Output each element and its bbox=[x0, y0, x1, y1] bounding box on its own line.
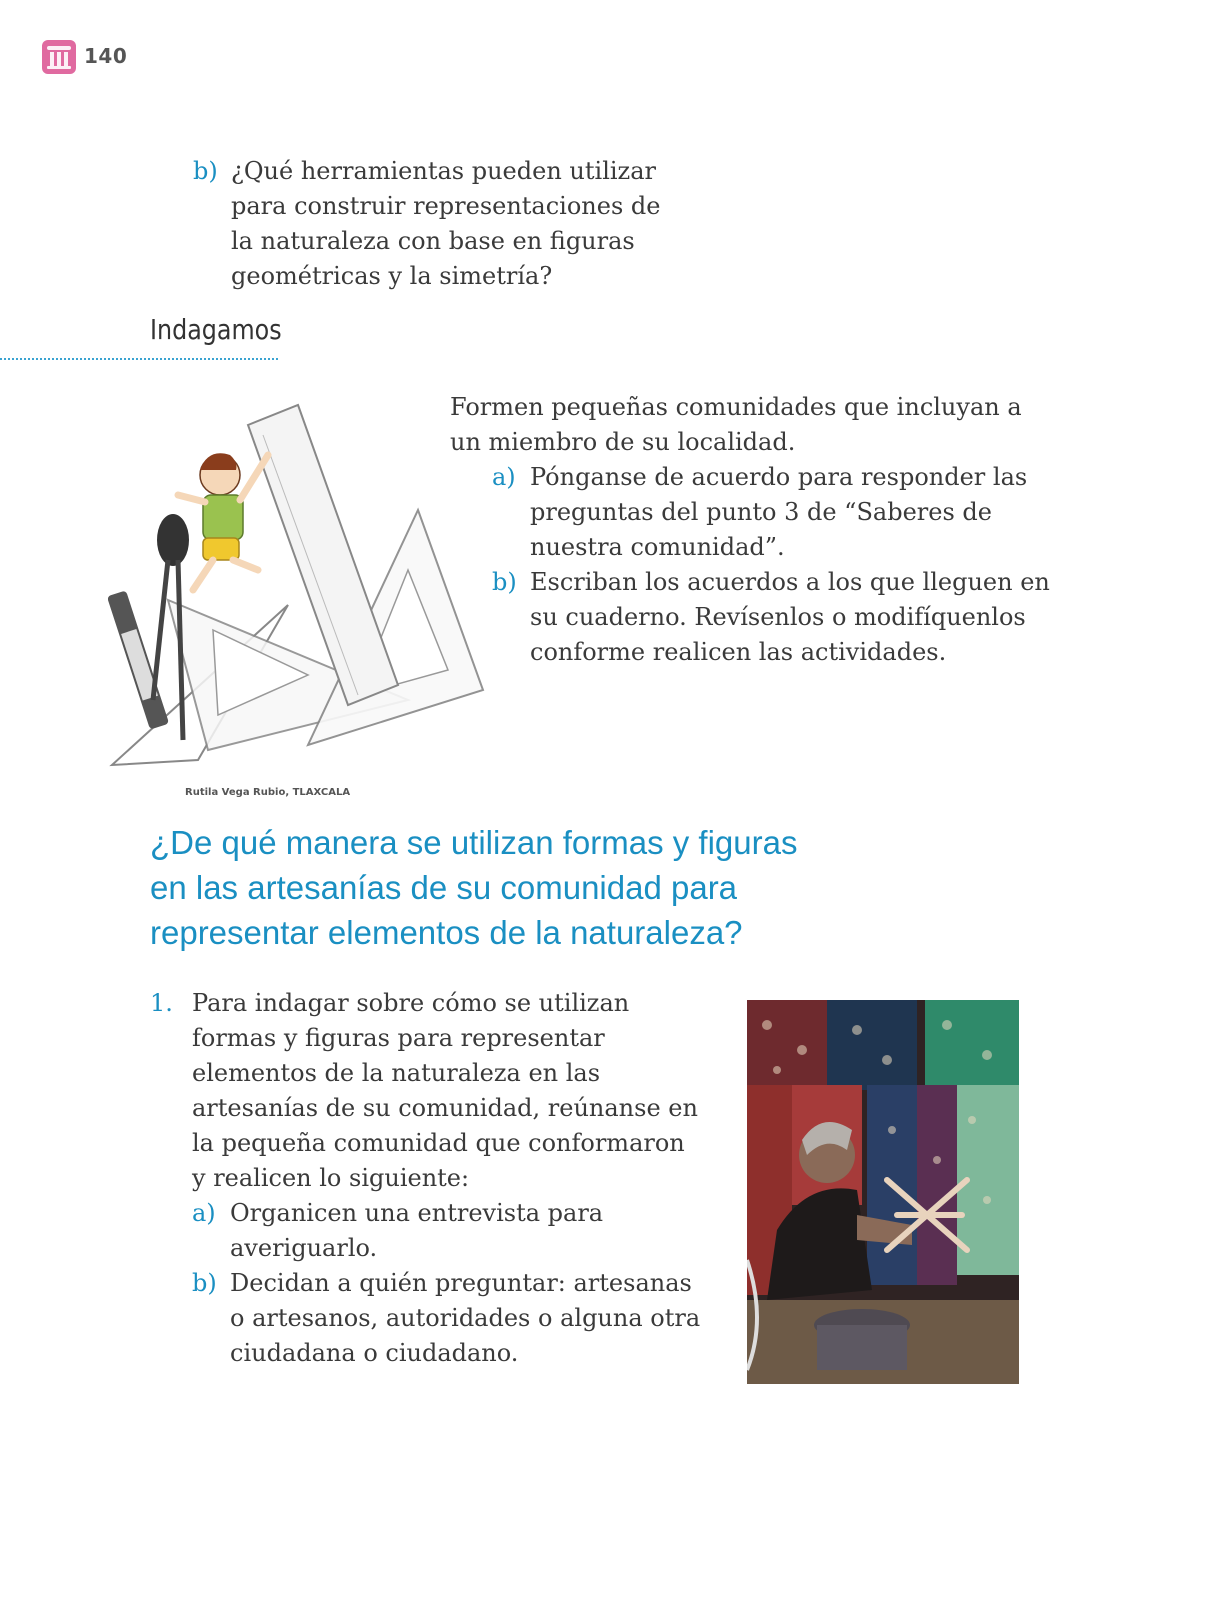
list-item bbox=[192, 1196, 730, 1266]
list-marker: b) bbox=[192, 1269, 217, 1297]
list-item bbox=[492, 460, 1070, 565]
guiding-question: ¿De qué manera se utilizan formas y figuras en las artesanías de su comunidad para representar elementos de la naturaleza? bbox=[150, 824, 798, 951]
list-item-text: Escriban los acuerdos a los que lleguen en su cuaderno. Revísenlos o modifíquenlos conforme realicen las actividades. bbox=[530, 568, 1050, 666]
geometry-tools-illustration bbox=[108, 400, 493, 785]
instructions-block bbox=[450, 390, 1070, 670]
activity-block bbox=[150, 986, 730, 1371]
instructions-intro: Formen pequeñas comunidades que incluyan a un miembro de su localidad. bbox=[450, 393, 1022, 456]
list-marker: b) bbox=[492, 568, 517, 596]
list-marker: b) bbox=[193, 157, 218, 185]
list-item-text: Organicen una entrevista para averiguarlo. bbox=[230, 1199, 604, 1262]
activity-number: 1. bbox=[150, 989, 173, 1017]
intro-question-text: ¿Qué herramientas pueden utilizar para construir representaciones de la naturaleza con base en figuras geométricas y la simetría? bbox=[231, 157, 661, 290]
illustration-caption: Rutila Vega Rubio, TLAXCALA bbox=[185, 787, 351, 798]
intro-question bbox=[193, 154, 660, 294]
list-item bbox=[192, 1266, 730, 1371]
artisan-photo bbox=[747, 1000, 1019, 1384]
page-number: 140 bbox=[84, 44, 128, 68]
list-item-text: Decidan a quién preguntar: artesanas o artesanos, autoridades o alguna otra ciudadana o ciudadano. bbox=[230, 1269, 701, 1367]
glyph-icon bbox=[42, 40, 76, 74]
activity-text: Para indagar sobre cómo se utilizan formas y figuras para representar elementos de la naturaleza en las artesanías de su comunidad, reúnanse en la pequeña comunidad que conformaron y realicen lo siguiente: bbox=[192, 989, 698, 1192]
section-title: Indagamos bbox=[150, 313, 282, 346]
list-item-text: Pónganse de acuerdo para responder las preguntas del punto 3 de “Saberes de nuestra comunidad”. bbox=[530, 463, 1028, 561]
section-divider bbox=[0, 358, 278, 360]
list-item bbox=[492, 565, 1070, 670]
list-marker: a) bbox=[192, 1199, 216, 1227]
list-marker: a) bbox=[492, 463, 516, 491]
